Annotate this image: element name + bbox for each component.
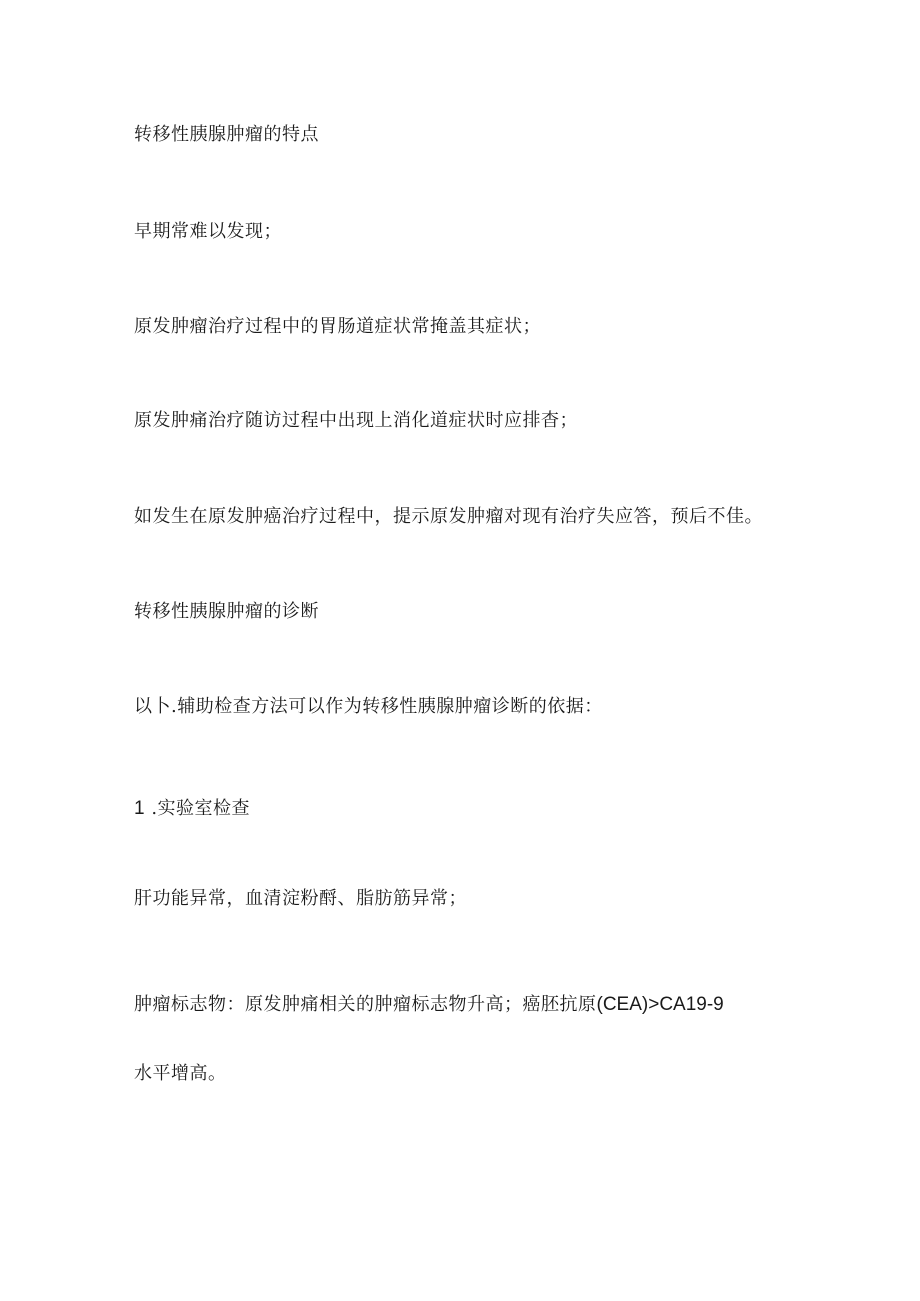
feature-item-2: 原发肿瘤治疗过程中的胃肠道症状常掩盖其症状；: [134, 316, 541, 337]
lab-item-2: [134, 993, 724, 1017]
diagnosis-intro: 以卜.辅助检查方法可以作为转移性胰腺肿瘤诊断的依据：: [134, 696, 603, 717]
section-1-heading: [134, 797, 250, 821]
feature-item-4: 如发生在原发肿癌治疗过程中，提示原发肿瘤对现有治疗失应答，预后不佳。: [134, 506, 763, 527]
lab-item-2-continuation: 水平增高。: [134, 1063, 227, 1084]
lab-item-2-text: 肿瘤标志物：原发肿痛相关的肿瘤标志物升高；癌胚抗原: [134, 994, 597, 1015]
lab-item-1: 肝功能异常，血清淀粉酹、脂肪筋异常；: [134, 888, 467, 909]
section-1-title: .实验室检查: [151, 798, 251, 819]
lab-item-2-markers: (CEA)>CA19-9: [596, 994, 724, 1015]
feature-item-3: 原发肿痛治疗随访过程中出现上消化道症状时应排杳；: [134, 410, 578, 431]
heading-diagnosis: 转移性胰腺肿瘤的诊断: [134, 601, 319, 622]
heading-features: 转移性胰腺肿瘤的特点: [134, 124, 319, 145]
feature-item-1: 早期常难以发现；: [134, 221, 282, 242]
section-1-number: 1: [134, 798, 146, 819]
